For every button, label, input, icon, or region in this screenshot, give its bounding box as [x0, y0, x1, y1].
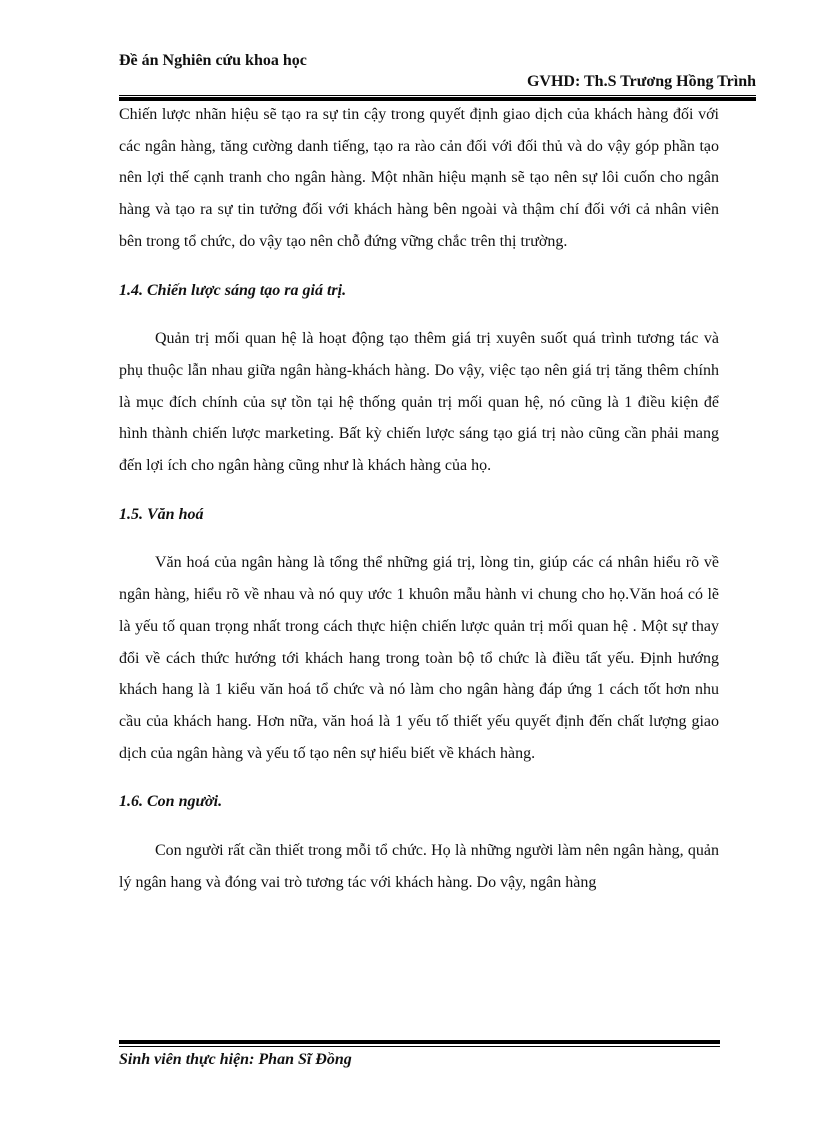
paragraph-section-1-6: Con người rất cần thiết trong mỗi tổ chức. Họ là những người làm nên ngân hàng, quản lý ngân hang và đóng vai trò tương tác với khách hàng. Do vậy, ngân hàng — [119, 842, 719, 891]
paragraph-section-1-4: Quản trị mối quan hệ là hoạt động tạo thêm giá trị xuyên suốt quá trình tương tác và phụ thuộc lẫn nhau giữa ngân hàng-khách hàng. Do vậy, việc tạo nên giá trị tăng thêm chính là mục đích chính của sự tồn tại hệ thống quản trị mối quan hệ, nó cũng là 1 điều kiện để hình thành chiến lược marketing. Bất kỳ chiến lược sáng tạo giá trị nào cũng cần phải mang đến lợi ích cho ngân hàng cũng như là khách hàng của họ. — [119, 330, 719, 475]
footer-author: Sinh viên thực hiện: Phan Sĩ Đồng — [119, 1051, 352, 1068]
heading-section-1-6: 1.6. Con người. — [119, 793, 223, 811]
footer-rule-thick — [119, 1040, 720, 1044]
header-supervisor: GVHD: Th.S Trương Hồng Trình — [526, 73, 756, 90]
heading-section-1-4: 1.4. Chiến lược sáng tạo ra giá trị. — [119, 281, 347, 299]
paragraph-intro: Chiến lược nhãn hiệu sẽ tạo ra sự tin cậy trong quyết định giao dịch của khách hàng đối với các ngân hàng, tăng cường danh tiếng, tạo ra rào cản đối với đối thủ và do vậy góp phần tạo nên lợi thế cạnh tranh cho ngân hàng. Một nhãn hiệu mạnh sẽ tạo nên sự lôi cuốn cho ngân hàng và tạo ra sự tin tưởng đối với khách hàng bên ngoài và thậm chí đối với cả nhân viên bên trong tổ chức, do vậy tạo nên chỗ đứng vững chắc trên thị trường. — [119, 106, 719, 250]
header-title: Đề án Nghiên cứu khoa học — [119, 52, 307, 69]
paragraph-section-1-5: Văn hoá của ngân hàng là tổng thể những giá trị, lòng tin, giúp các cá nhân hiểu rõ về ngân hàng, hiểu rõ về nhau và nó quy ước 1 khuôn mẫu hành vi chung cho họ.Văn hoá có lẽ là yếu tố quan trọng nhất trong cách thực hiện chiến lược quản trị mối quan hệ . Một sự thay đổi về cách thức hướng tới khách hang trong toàn bộ tổ chức là điều tất yếu. Định hướng khách hang là 1 kiểu văn hoá tổ chức và nó làm cho ngân hàng đáp ứng 1 cách tốt hơn nhu cầu của khách hang. Hơn nữa, văn hoá là 1 yếu tố thiết yếu quyết định đến chất lượng giao dịch của ngân hàng và yếu tố tạo nên sự hiểu biết về khách hàng. — [119, 554, 719, 762]
heading-section-1-5: 1.5. Văn hoá — [119, 505, 204, 523]
body-content — [119, 99, 719, 898]
header-rule-thin — [119, 95, 756, 96]
footer-rule-thin — [119, 1046, 720, 1047]
